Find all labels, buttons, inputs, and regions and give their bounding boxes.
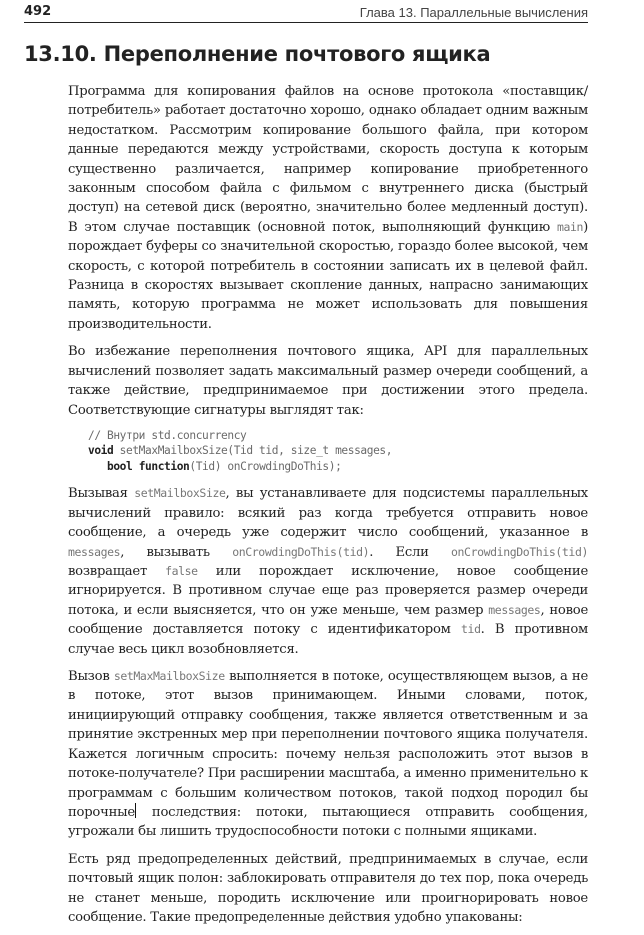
paragraph-text: , вы устанавливаете для подсистемы параллельных вычислений правило: всякий раз когда требуется отправить новое сообщение, а очередь уже содержит число сообщений, указанное в — [68, 486, 588, 541]
chapter-title: Глава 13. Параллельные вычисления — [359, 5, 588, 20]
inline-code: main — [556, 219, 584, 234]
code-comment: // Внутри std.concurrency — [88, 428, 247, 442]
paragraph-2: Во избежание переполнения почтового ящика, API для параллельных вычислений позволяет задать максимальный размер очереди сообщений, а также действие, предпринимаемое при достижении этого предела. Соответствующие сигнатуры выглядят так: — [68, 344, 588, 418]
code-text: setMaxMailboxSize(Tid tid, size_t messages, — [113, 444, 393, 458]
paragraph-1 — [68, 82, 588, 334]
paragraph-text: , вызывать — [120, 544, 233, 560]
paragraph-text: последствия: потоки, пытающиеся отправить сообщения, угрожали бы лишить трудоспособности потоки с полными ящиками. — [68, 804, 588, 840]
paragraph-text: Вызов — [68, 669, 114, 685]
code-block — [88, 428, 588, 475]
paragraph-text: . В противном случае весь цикл возобновляется. — [68, 622, 589, 657]
paragraph-3 — [68, 484, 588, 659]
inline-code: tid — [461, 622, 481, 637]
code-keyword: function — [138, 459, 190, 473]
code-keyword: void — [88, 444, 114, 458]
paragraph-text: возвращает — [68, 564, 166, 580]
code-keyword: bool — [107, 459, 133, 473]
inline-code: onCrowdingDoThis(tid) — [451, 544, 588, 559]
paragraph-text: Вызывая — [68, 486, 135, 502]
paragraph-text: , новое сообщение доставляется потоку с идентификатором — [68, 602, 588, 638]
paragraph-text: . Если — [369, 544, 451, 560]
section-title: 13.10. Переполнение почтового ящика — [24, 42, 491, 66]
paragraph-text: или порождает исключение, новое сообщение игнорируется. В противном случае еще раз проверяется размер очереди потока, и если выясняется, что он уже меньше, чем размер — [68, 564, 588, 618]
text-cursor — [135, 803, 136, 818]
inline-code: setMaxMailboxSize — [113, 669, 225, 684]
paragraph-text: выполняется в потоке, осуществляющем вызов, а не в потоке, этот вызов принимающем. Иными словами, поток, инициирующий отправку сообщения, также является ответственным и за принятие экстренных мер при переполнении почтового ящика получателя. Кажется логичным спросить: почему нельзя расположить этот вызов в потоке-получателе? При расширении масштаба, а именно применительно к программам с большим количеством потоков, такой подход породил бы порочные — [68, 669, 588, 820]
inline-code: messages — [488, 602, 541, 617]
body-text — [68, 82, 588, 935]
inline-code: false — [165, 564, 198, 579]
running-header — [24, 2, 588, 23]
paragraph-text: Программа для копирования файлов на основе протокола «поставщик/потребитель» работает достаточно хорошо, однако обладает одним важным недостатком. Рассмотрим копирование большого файла, при котором данные передаются между устройствами, скорость доступа к которым существенно различается, например копирование приобретенного законным способом файла с фильмом с внутреннего диска (быстрый доступ) на сетевой диск (вероятно, значительно более медленный доступ). В этом случае поставщик (основной поток, выполняющий функцию — [68, 84, 588, 235]
code-text: (Tid) onCrowdingDoThis); — [189, 459, 342, 473]
inline-code: onCrowdingDoThis(tid) — [232, 544, 370, 559]
paragraph-4[interactable] — [68, 667, 588, 842]
inline-code: messages — [68, 544, 121, 559]
page-number: 492 — [24, 4, 52, 19]
inline-code: setMailboxSize — [134, 486, 226, 501]
paragraph-text: ) порождает буферы со значительной скоростью, гораздо более высокой, чем скорость, с которой потребитель в состоянии записать их в целевой файл. Разница в скоростях вызывает скопление данных, напрасно занимающих память, которую программа не может использовать для повышения производительности. — [68, 219, 588, 332]
paragraph-5: Есть ряд предопределенных действий, предпринимаемых в случае, если почтовый ящик полон: заблокировать отправителя до тех пор, пока очередь не станет меньше, породить исключение или проигнорировать новое сообщение. Такие предопределенные действия удобно упакованы: — [68, 851, 588, 925]
